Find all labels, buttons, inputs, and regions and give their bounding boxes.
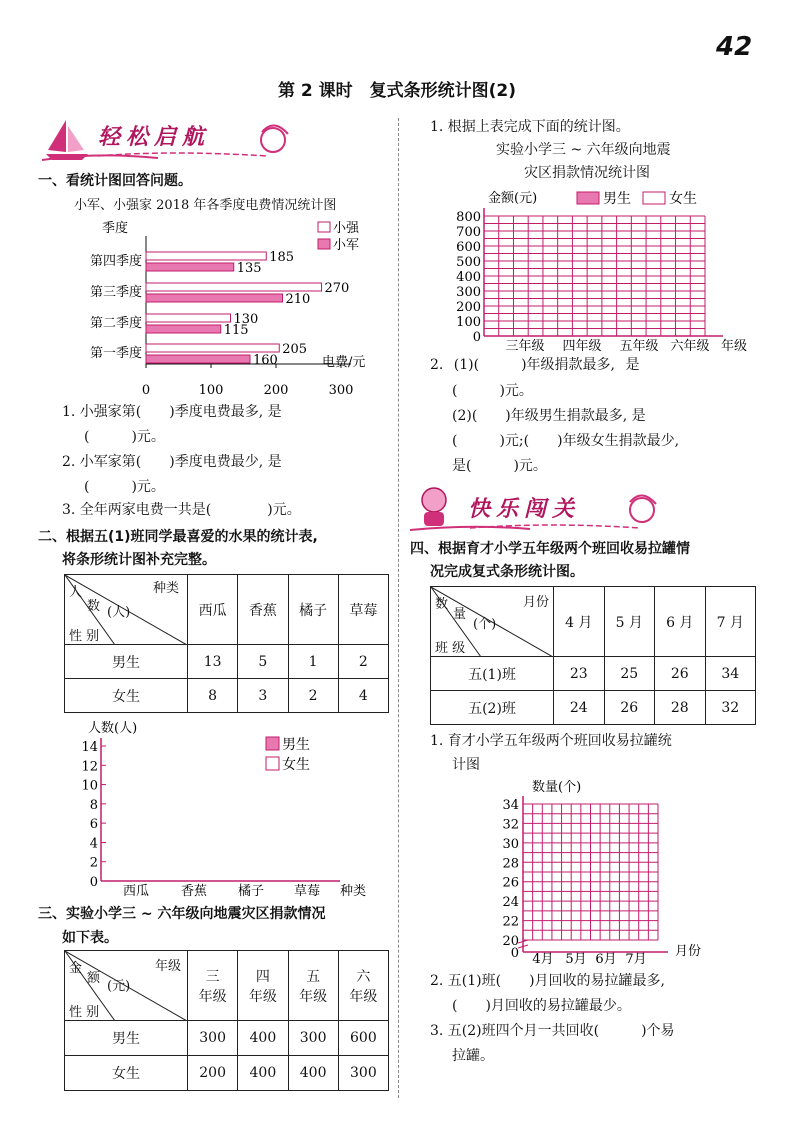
legend-swatch: [318, 222, 330, 232]
category-label: 五年级: [619, 339, 659, 354]
table-header-cell: 年级 金 额 (元) 性 别: [65, 951, 188, 1021]
category-label: 香蕉: [180, 884, 208, 899]
table-col-header: 西瓜: [188, 575, 238, 645]
table-col-header: 5 月: [604, 587, 655, 657]
category-label: 第四季度: [89, 254, 142, 269]
y-tick-label: 100: [456, 315, 481, 330]
q3-subquestion-2: 2. (1)( )年级捐款最多, 是: [430, 357, 640, 373]
y-tick-label: 0: [472, 330, 481, 345]
donation-chart: [440, 184, 760, 354]
data-label: 185: [269, 250, 295, 265]
q1-question-2-answer: ( )元。: [84, 479, 165, 495]
legend-label: 小军: [333, 238, 360, 253]
category-label: 四年级: [562, 339, 602, 354]
table-col-header: 橘子: [288, 575, 338, 645]
y-tick-label: 26: [502, 875, 519, 891]
q1-question-3: 3. 全年两家电费一共是( )元。: [62, 502, 301, 518]
y-tick-label: 24: [502, 895, 519, 911]
table-header-cell: 月份 数 量 (个) 班 级: [431, 587, 554, 657]
q3-subquestion-2-part2: (2)( )年级男生捐款最多, 是: [452, 408, 646, 424]
category-label: 4月: [532, 952, 554, 966]
y-tick-label: 22: [502, 914, 519, 930]
y-axis-label: 金额(元): [488, 191, 538, 206]
x-tick-label: 200: [263, 383, 289, 398]
y-tick-label: 0: [510, 946, 519, 961]
y-tick-label: 600: [456, 240, 481, 255]
x-axis-label: 种类: [340, 884, 367, 899]
legend-label: 男生: [282, 737, 310, 753]
q1-heading: 一、看统计图回答问题。: [38, 173, 192, 189]
category-label: 西瓜: [122, 884, 150, 899]
q3-heading-2: 如下表。: [62, 930, 118, 946]
y-tick-label: 6: [89, 817, 98, 833]
y-tick-label: 30: [502, 836, 519, 852]
q4-heading: 四、根据育才小学五年级两个班回收易拉罐情: [410, 541, 690, 557]
fun-title: 快乐闯关: [468, 496, 581, 522]
y-axis-label: 人数(人): [88, 721, 138, 736]
bar-xiaojun: [146, 294, 283, 302]
legend-label: 女生: [669, 191, 697, 207]
q4-subquestion-3: 3. 五(2)班四个月一共回收( )个易: [430, 1023, 675, 1039]
category-label: 第三季度: [89, 285, 142, 300]
x-axis-label: 月份: [674, 944, 702, 959]
y-tick-label: 400: [456, 270, 481, 285]
page-number: 42: [716, 32, 753, 62]
q2-heading-2: 将条形统计图补充完整。: [62, 552, 216, 568]
bar-xiaojun: [146, 355, 250, 363]
category-label: 5月: [565, 952, 587, 966]
q4-subquestion-1-line2: 计图: [452, 757, 480, 773]
y-tick-label: 34: [502, 798, 519, 813]
x-tick-label: 100: [198, 383, 224, 398]
legend-label: 男生: [603, 191, 631, 207]
category-label: 橘子: [237, 884, 265, 899]
q4-subquestion-2-line2: ( )月回收的易拉罐最少。: [452, 998, 631, 1014]
cans-chart: [488, 774, 718, 966]
bar-xiaoqiang: [146, 283, 322, 291]
table-header-cell: 种类 人 数 (人) 性 别: [65, 575, 188, 645]
column-divider: [398, 118, 399, 1098]
warmup-banner: [38, 112, 298, 162]
data-label: 115: [223, 323, 249, 338]
table-col-header: 五 年级: [288, 951, 338, 1021]
warmup-title: 轻松启航: [98, 124, 211, 150]
bar-xiaojun: [146, 325, 221, 333]
q3-subquestion-2-part2-last: 是( )元。: [452, 458, 547, 474]
q1-question-1-answer: ( )元。: [84, 429, 165, 445]
legend-label: 女生: [282, 757, 310, 773]
x-axis-label: 年级: [720, 339, 748, 354]
data-label: 270: [324, 281, 350, 296]
y-tick-label: 4: [89, 836, 98, 852]
category-label: 第二季度: [89, 316, 142, 331]
table-col-header: 四 年级: [238, 951, 288, 1021]
q3-chart-title-2: 灾区捐款情况统计图: [524, 165, 650, 181]
q3-subquestion-2-part2-answer: ( )元;( )年级女生捐款最少,: [452, 433, 680, 449]
legend-swatch: [577, 192, 599, 204]
y-tick-label: 700: [456, 225, 481, 240]
y-tick-label: 10: [81, 778, 98, 794]
data-label: 210: [285, 292, 311, 307]
bar-xiaoqiang: [146, 314, 231, 322]
category-label: 草莓: [293, 884, 321, 899]
q1-question-2: 2. 小军家第( )季度电费最少, 是: [62, 454, 282, 470]
category-label: 第一季度: [89, 346, 142, 361]
q4-subquestion-1: 1. 育才小学五年级两个班回收易拉罐统: [430, 733, 672, 749]
donation-table: [64, 950, 389, 1091]
q4-subquestion-3-line2: 拉罐。: [452, 1048, 494, 1064]
q3-heading: 三、实验小学三 ~ 六年级向地震灾区捐款情况: [38, 906, 326, 922]
q4-subquestion-2: 2. 五(1)班( )月回收的易拉罐最多,: [430, 973, 666, 989]
table-col-header: 6 月: [655, 587, 706, 657]
q1-chart-title: 小军、小强家 2018 年各季度电费情况统计图: [74, 198, 337, 213]
table-row: 男生 13 5 1 2: [65, 645, 389, 679]
y-tick-label: 0: [89, 875, 98, 890]
category-label: 6月: [595, 952, 617, 966]
data-label: 130: [233, 312, 259, 327]
table-col-header: 4 月: [554, 587, 605, 657]
bar-xiaojun: [146, 263, 234, 271]
legend-swatch: [266, 737, 279, 750]
fun-banner: [410, 482, 670, 532]
data-label: 205: [282, 342, 308, 357]
data-label: 160: [253, 353, 278, 368]
q3-subquestion-1: 1. 根据上表完成下面的统计图。: [430, 119, 630, 135]
table-row: 女生 8 3 2 4: [65, 679, 389, 713]
table-col-header: 三 年级: [188, 951, 238, 1021]
table-col-header: 草莓: [338, 575, 388, 645]
category-label: 7月: [625, 952, 647, 966]
bar-xiaoqiang: [146, 344, 279, 352]
table-row: 五(1)班 23 25 26 34: [431, 657, 756, 691]
fruit-table: [64, 574, 389, 713]
q3-subquestion-2-answer: ( )元。: [452, 383, 533, 399]
table-row: 女生 200 400 400 300: [65, 1056, 389, 1091]
y-tick-label: 2: [89, 855, 98, 871]
q2-heading: 二、根据五(1)班同学最喜爱的水果的统计表,: [38, 529, 318, 545]
y-tick-label: 14: [81, 740, 98, 755]
table-col-header: 香蕉: [238, 575, 288, 645]
y-axis-label: 季度: [102, 221, 129, 236]
electricity-chart: [60, 216, 390, 402]
data-label: 135: [236, 261, 262, 276]
legend-swatch: [266, 757, 279, 770]
y-tick-label: 200: [456, 300, 481, 315]
bar-xiaoqiang: [146, 252, 266, 260]
y-tick-label: 12: [81, 759, 98, 775]
x-tick-label: 300: [328, 383, 354, 398]
q3-chart-title-1: 实验小学三 ~ 六年级向地震: [496, 142, 671, 158]
legend-label: 小强: [333, 221, 360, 236]
lesson-title: 第 2 课时 复式条形统计图(2): [277, 81, 517, 101]
x-tick-label: 0: [141, 383, 151, 398]
category-label: 六年级: [670, 339, 710, 354]
table-row: 男生 300 400 300 600: [65, 1021, 389, 1056]
legend-swatch: [643, 192, 665, 204]
y-tick-label: 300: [456, 285, 481, 300]
fruit-chart: [70, 718, 390, 900]
y-tick-label: 8: [89, 797, 98, 813]
y-tick-label: 500: [456, 255, 481, 270]
table-col-header: 六 年级: [338, 951, 388, 1021]
category-label: 三年级: [505, 339, 545, 354]
q1-question-1: 1. 小强家第( )季度电费最多, 是: [62, 404, 282, 420]
y-tick-label: 28: [502, 856, 519, 872]
cans-table: [430, 586, 756, 725]
y-tick-label: 32: [502, 817, 519, 833]
y-tick-label: 20: [502, 934, 519, 949]
x-axis-label: 电费/元: [322, 355, 366, 370]
table-row: 五(2)班 24 26 28 32: [431, 691, 756, 725]
y-axis-label: 数量(个): [532, 780, 582, 795]
y-tick-label: 800: [456, 210, 481, 225]
legend-swatch: [318, 239, 330, 249]
table-col-header: 7 月: [705, 587, 756, 657]
q4-heading-2: 况完成复式条形统计图。: [430, 564, 584, 580]
